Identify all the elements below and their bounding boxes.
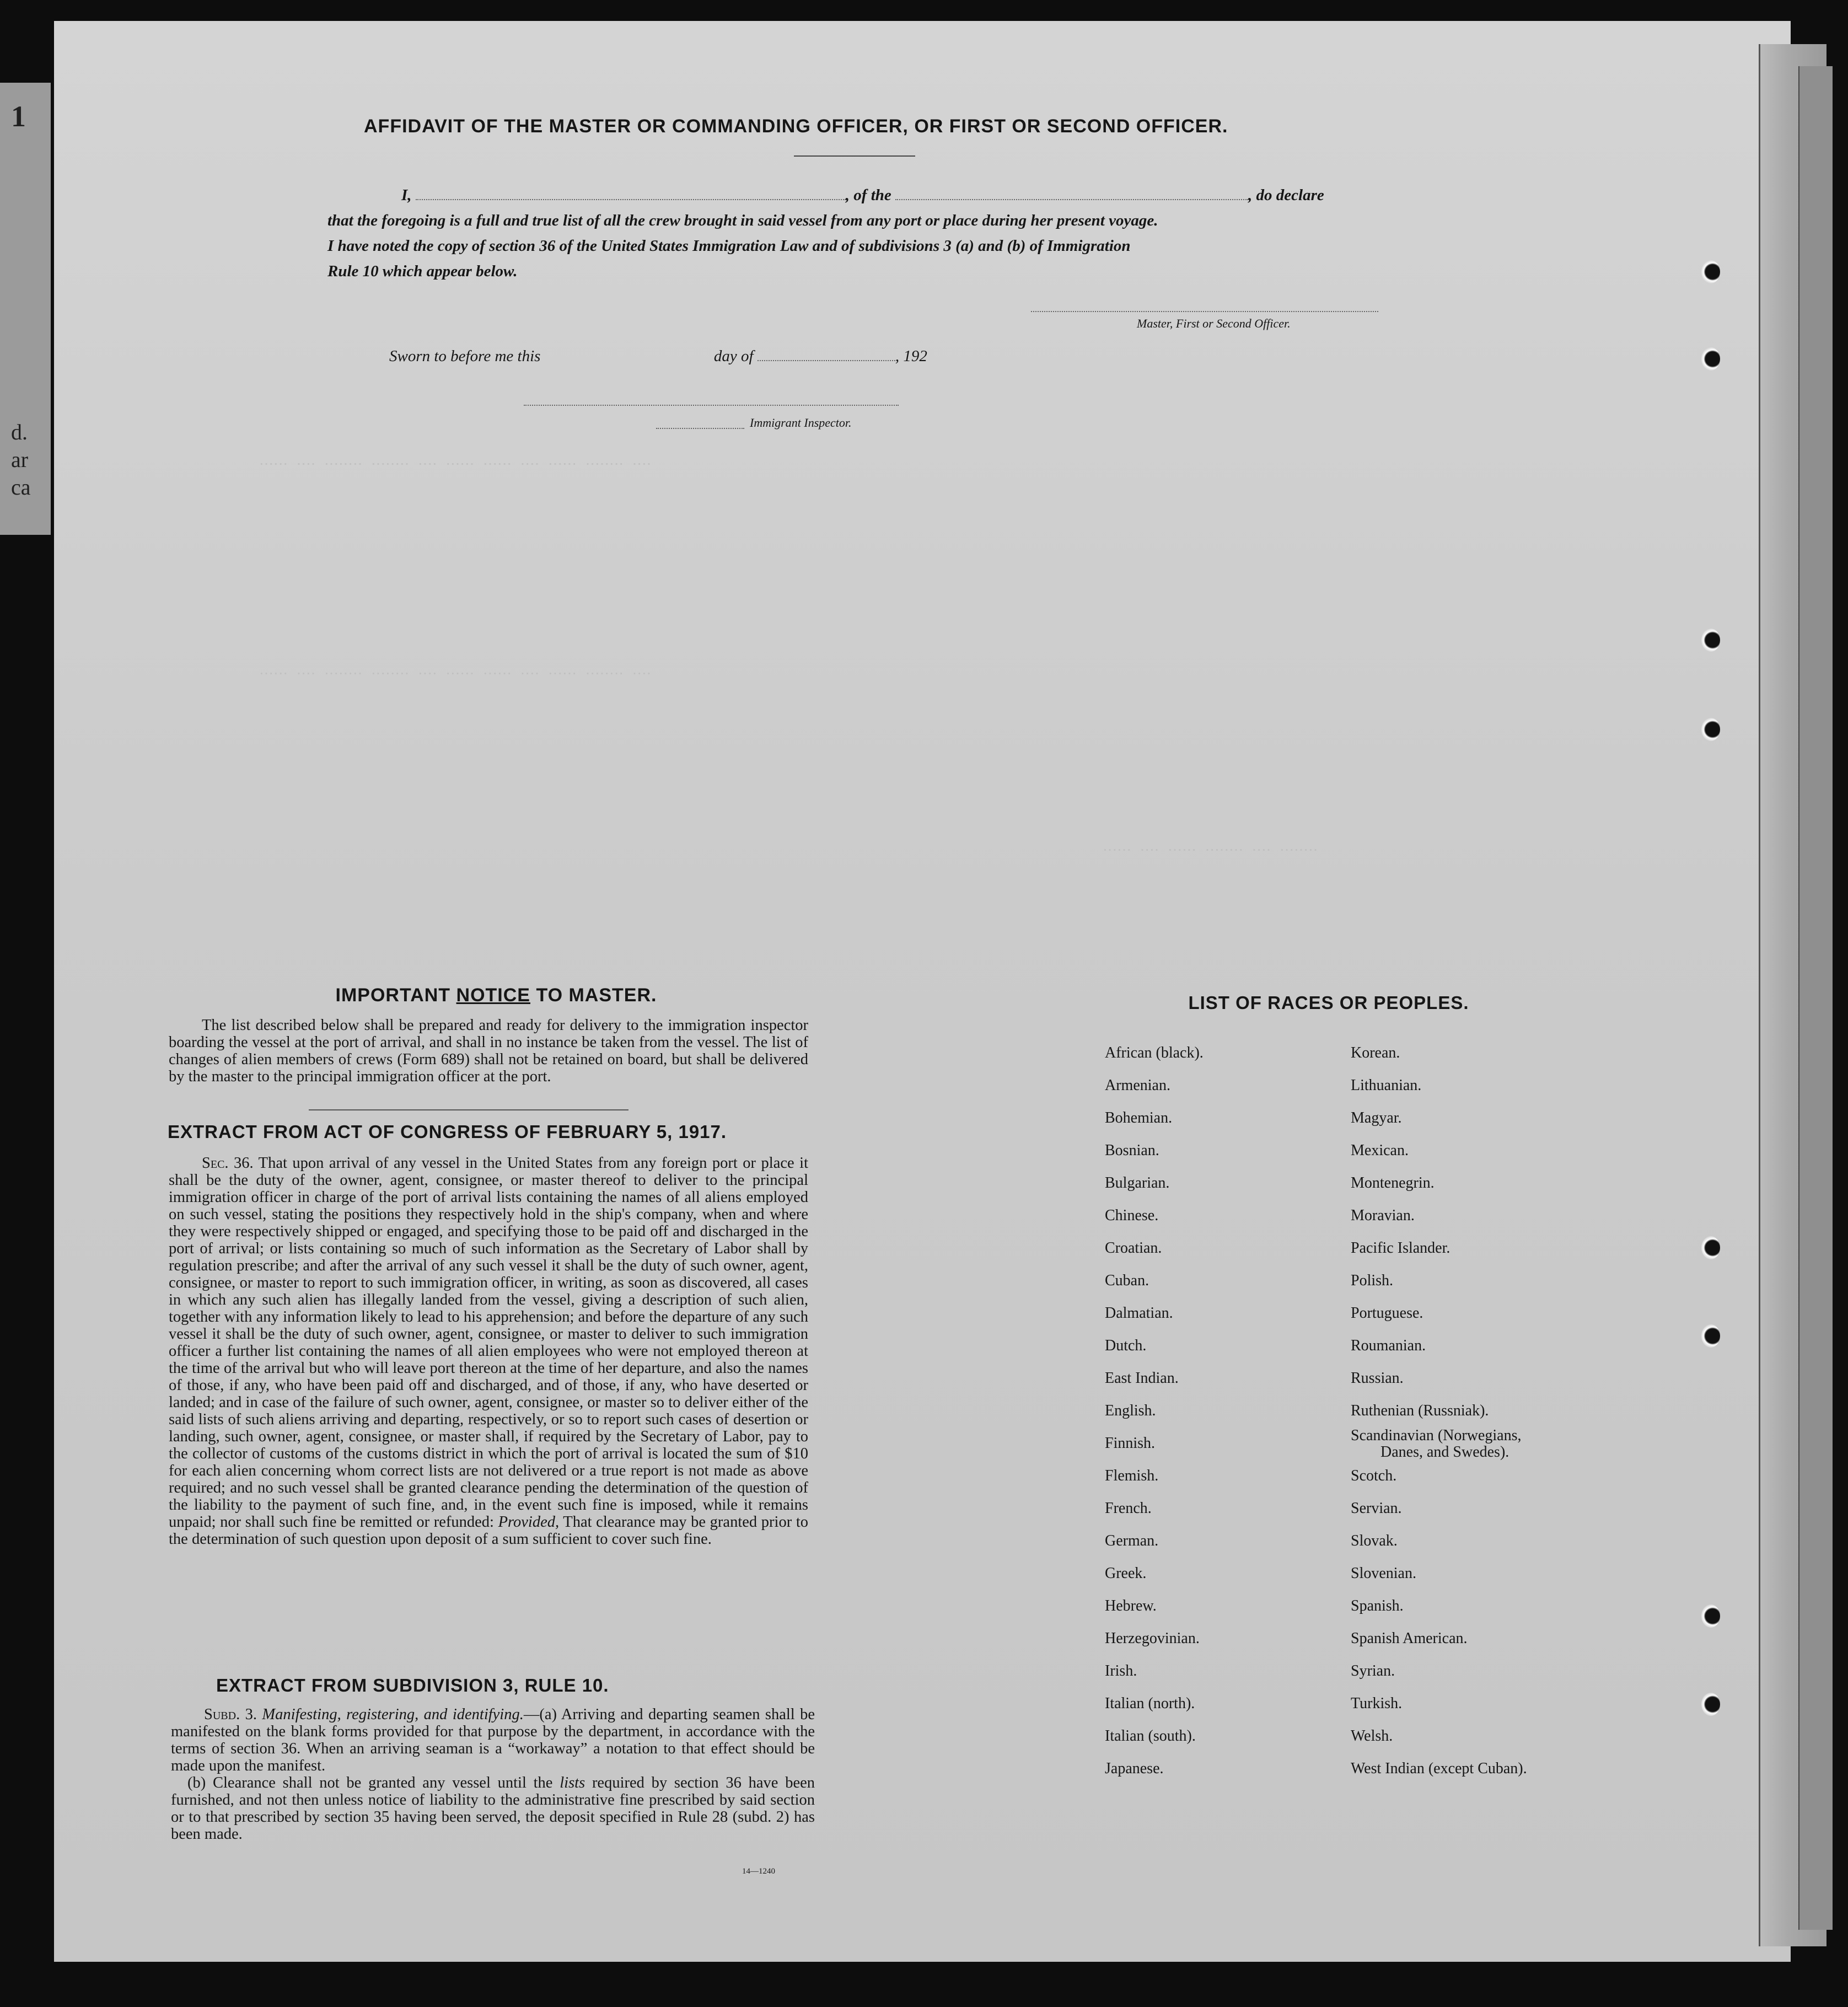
month-blank[interactable] xyxy=(758,349,895,361)
margin-mark: d. xyxy=(11,420,28,444)
race-item: Montenegrin. xyxy=(1351,1174,1435,1192)
notice-title-a: IMPORTANT xyxy=(335,985,451,1006)
rule-part-b xyxy=(171,1774,815,1843)
act-section-end: That clearance may be granted prior to the determination of such question upon deposit of a sum sufficient to cover such fine. xyxy=(169,1514,809,1548)
races-title: LIST OF RACES OR PEOPLES. xyxy=(1188,992,1469,1013)
race-item: Chinese. xyxy=(1105,1207,1159,1224)
declaration-line-1 xyxy=(401,186,1324,205)
race-item: East Indian. xyxy=(1105,1370,1179,1387)
rule-part-b-a: (b) Clearance shall not be granted any vessel until the xyxy=(187,1774,553,1791)
declaration-line-4: Rule 10 which appear below. xyxy=(327,262,518,280)
race-item: Korean. xyxy=(1351,1044,1400,1061)
sworn-text: Sworn to before me this xyxy=(389,347,541,365)
notice-rule xyxy=(309,1109,628,1110)
race-item: Dutch. xyxy=(1105,1337,1147,1354)
punch-hole xyxy=(1701,1693,1720,1716)
name-blank[interactable] xyxy=(416,188,846,200)
declaration-do-declare: , do declare xyxy=(1248,186,1324,204)
punch-hole xyxy=(1701,1604,1720,1628)
race-item: Turkish. xyxy=(1351,1695,1403,1712)
form-number: 14—1240 xyxy=(742,1867,775,1876)
punch-hole xyxy=(1701,1236,1720,1259)
rule-part-b-lists: lists xyxy=(560,1774,585,1791)
rule-part-a-text: —(a) Arriving and departing seamen shall be manifested on the blank forms provided for that purpose by the department, in accordance with the terms of section 36. When an arriving seaman is a “workaway” a notation to that effect should be made upon the manifest. xyxy=(171,1706,815,1774)
race-item: Slovenian. xyxy=(1351,1565,1416,1582)
race-item: German. xyxy=(1105,1532,1159,1549)
race-item: West Indian (except Cuban). xyxy=(1351,1760,1527,1777)
officer-signature-line[interactable] xyxy=(1031,311,1378,312)
race-item: Cuban. xyxy=(1105,1272,1149,1289)
bleed-through: ‥‥‥ ‥‥ ‥‥‥ ‥‥‥‥ ‥‥ ‥‥‥‥ xyxy=(1103,839,1318,855)
race-item: Irish. xyxy=(1105,1662,1137,1679)
page-edge-shadow-2 xyxy=(1798,66,1833,1930)
race-item: Bosnian. xyxy=(1105,1142,1159,1159)
race-item: Hebrew. xyxy=(1105,1597,1157,1614)
race-item: Italian (north). xyxy=(1105,1695,1195,1712)
race-item: Scandinavian (Norwegians, xyxy=(1351,1427,1522,1444)
margin-mark: ar xyxy=(11,447,29,472)
race-item: Lithuanian. xyxy=(1351,1077,1422,1094)
race-item: Spanish. xyxy=(1351,1597,1404,1614)
inspector-signature-lead xyxy=(656,428,744,429)
race-item: Roumanian. xyxy=(1351,1337,1426,1354)
title-rule xyxy=(794,155,915,157)
race-item: Croatian. xyxy=(1105,1239,1162,1257)
race-item: Ruthenian (Russniak). xyxy=(1351,1402,1489,1419)
race-item: Magyar. xyxy=(1351,1109,1402,1126)
race-item: Welsh. xyxy=(1351,1727,1393,1745)
act-extract-text xyxy=(169,1155,808,1548)
rule-subd-label: Subd. 3. xyxy=(204,1706,257,1723)
declaration-i: I, xyxy=(401,186,412,204)
punch-hole xyxy=(1701,347,1720,371)
race-item: Japanese. xyxy=(1105,1760,1164,1777)
race-item: African (black). xyxy=(1105,1044,1204,1061)
sworn-line xyxy=(389,347,927,366)
punch-hole xyxy=(1701,629,1720,652)
notice-title xyxy=(298,985,695,1006)
act-section-body: That upon arrival of any vessel in the United States from any foreign port or place it shall be the duty of the owner, agent, consignee, or master thereof to deliver to the principal immigration officer in charge of the port of arrival lists containing the names of all aliens employed on such vessel, stating the positions they respectively hold in the ship's company, when and where they were respectively shipped or engaged, and specifying those to be paid off and discharged in the port of arrival; or lists containing so much of such information as the Secretary of Labor shall by regulation prescribe; and after the arrival of any such vessel it shall be the duty of such owner, agent, consignee, or master to report to such immigration officer, in writing, as soon as discovered, all cases in which any such alien has illegally landed from the vessel, giving a description of such alien, together with any information likely to lead to his apprehension; and before the departure of any such vessel it shall be the duty of such owner, agent, consignee, or master to deliver to such immigration officer a further list containing the names of all alien employees who were not employed thereon at the time of the arrival but who will leave port thereon at the time of her departure, and also the names of those, if any, who have been paid off and discharged, and of those, if any, who have deserted or landed; and in case of the failure of such owner, agent, consignee, or master so to deliver either of the said lists of such aliens arriving and departing, respectively, or so to report such cases of desertion or landing, such owner, agent, consignee, or master shall, if required by the Secretary of Labor, pay to the collector of customs of the customs district in which the port of arrival is located the sum of $10 for each alien concerning whom correct lists are not delivered or a true report is not made as above required; and no such vessel shall be granted clearance pending the determination of the question of the liability to the payment of such fine, and, in the event such fine is imposed, while it remains unpaid; nor shall such fine be remitted or refunded: xyxy=(169,1155,808,1531)
race-item: Pacific Islander. xyxy=(1351,1239,1451,1257)
race-item: Slovak. xyxy=(1351,1532,1398,1549)
race-item: Italian (south). xyxy=(1105,1727,1196,1745)
sworn-day-of: day of xyxy=(713,347,754,365)
margin-mark: 1 xyxy=(11,100,26,133)
punch-hole xyxy=(1701,718,1720,741)
race-item: Dalmatian. xyxy=(1105,1305,1173,1322)
declaration-line-3: I have noted the copy of section 36 of the United States Immigration Law and of subdivisions 3 (a) and (b) of Immigration xyxy=(327,237,1131,255)
race-item: Spanish American. xyxy=(1351,1630,1468,1647)
notice-text: The list described below shall be prepared and ready for delivery to the immigration inspector boarding the vessel at the port of arrival, and shall in no instance be taken from the vessel. The list of changes of alien members of crews (Form 689) shall not be retained on board, but shall be delivered by the master to the principal immigration officer at the port. xyxy=(169,1017,808,1085)
rule-part-a xyxy=(171,1706,815,1774)
rule-extract-title: EXTRACT FROM SUBDIVISION 3, RULE 10. xyxy=(216,1675,609,1695)
bleed-through: ‥‥‥ ‥‥ ‥‥‥‥ ‥‥‥‥ ‥‥ ‥‥‥ ‥‥‥ ‥‥ ‥‥‥ ‥‥‥‥ ‥‥ xyxy=(259,662,652,679)
inspector-signature-label: Immigrant Inspector. xyxy=(750,416,852,430)
race-item: French. xyxy=(1105,1500,1152,1517)
vessel-blank[interactable] xyxy=(895,188,1248,200)
race-item: Danes, and Swedes). xyxy=(1380,1443,1509,1461)
notice-title-c: TO MASTER. xyxy=(536,985,657,1006)
margin-mark: ca xyxy=(11,475,31,500)
race-item: Bulgarian. xyxy=(1105,1174,1170,1192)
left-margin-fragment xyxy=(0,83,51,535)
punch-hole xyxy=(1701,1324,1720,1348)
bleed-through: ‥‥‥ ‥‥ ‥‥‥‥ ‥‥‥‥ ‥‥ ‥‥‥ ‥‥‥ ‥‥ ‥‥‥ ‥‥‥‥ ‥‥ xyxy=(259,453,652,469)
notice-title-b: NOTICE xyxy=(456,985,530,1006)
inspector-signature-line[interactable] xyxy=(524,405,899,406)
act-section-label: Sec. 36. xyxy=(202,1155,254,1172)
sworn-year: , 192 xyxy=(895,347,927,365)
race-item: English. xyxy=(1105,1402,1156,1419)
race-item: Servian. xyxy=(1351,1500,1402,1517)
race-item: Greek. xyxy=(1105,1565,1147,1582)
declaration-line-2: that the foregoing is a full and true list of all the crew brought in said vessel from any port or place during her present voyage. xyxy=(327,212,1158,229)
rule-part-b-b: required by section 36 have been furnished, and not then unless notice of liability to the administrative fine prescribed by said section or to that prescribed by section 35 having been served, the deposit specified in Rule 28 (subd. 2) has been made. xyxy=(171,1774,815,1843)
race-item: Scotch. xyxy=(1351,1467,1397,1484)
race-item: Armenian. xyxy=(1105,1077,1170,1094)
race-item: Mexican. xyxy=(1351,1142,1409,1159)
rule-heading: Manifesting, registering, and identifying. xyxy=(262,1706,524,1723)
race-item: Syrian. xyxy=(1351,1662,1395,1679)
race-item: Moravian. xyxy=(1351,1207,1415,1224)
declaration-of-the: , of the xyxy=(845,186,891,204)
race-item: Herzegovinian. xyxy=(1105,1630,1200,1647)
race-item: Portuguese. xyxy=(1351,1305,1423,1322)
race-item: Flemish. xyxy=(1105,1467,1159,1484)
race-item: Russian. xyxy=(1351,1370,1404,1387)
affidavit-title: AFFIDAVIT OF THE MASTER OR COMMANDING OFFICER, OR FIRST OR SECOND OFFICER. xyxy=(364,116,1228,137)
act-provided: Provided, xyxy=(498,1514,560,1531)
race-item: Bohemian. xyxy=(1105,1109,1173,1126)
act-extract-title: EXTRACT FROM ACT OF CONGRESS OF FEBRUARY 5, 1917. xyxy=(168,1121,727,1142)
rule-extract-text xyxy=(171,1706,815,1843)
race-item: Polish. xyxy=(1351,1272,1394,1289)
officer-signature-label: Master, First or Second Officer. xyxy=(1137,316,1291,330)
race-item: Finnish. xyxy=(1105,1435,1156,1452)
punch-hole xyxy=(1701,260,1720,283)
